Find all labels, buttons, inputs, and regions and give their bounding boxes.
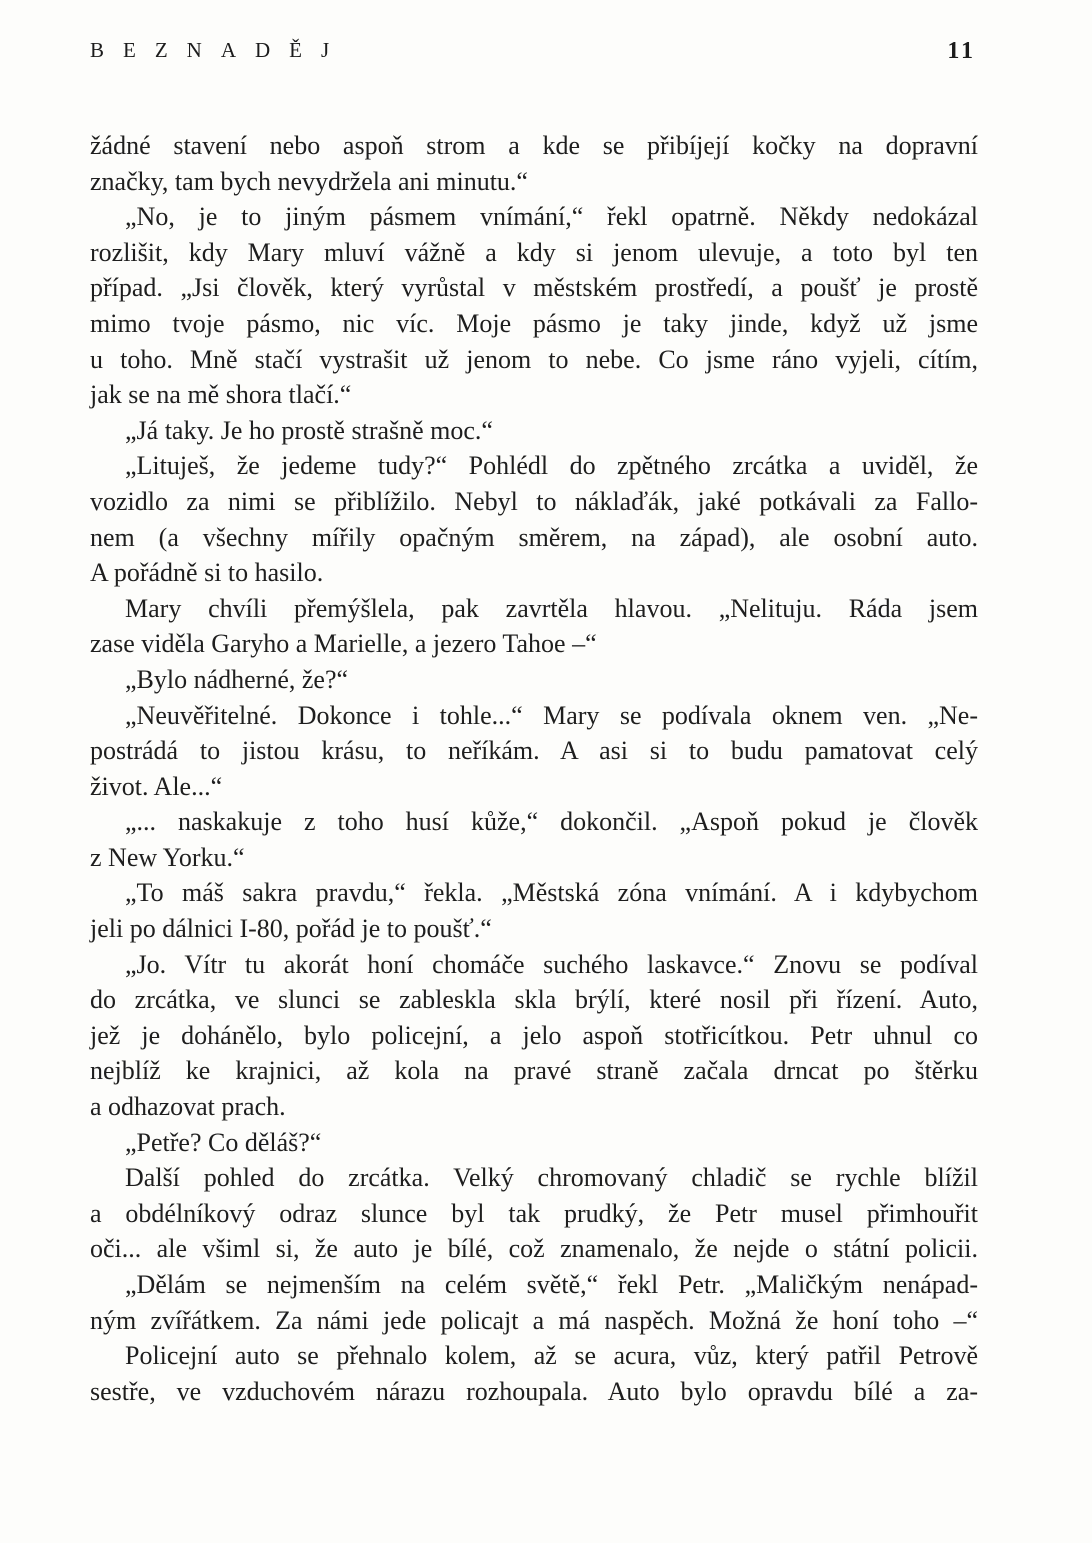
- text-line: rozlišit, kdy Mary mluví vážně a kdy si jenom ulevuje, a toto byl ten: [90, 237, 978, 267]
- text-line: mimo tvoje pásmo, nic víc. Moje pásmo je taky jinde, když už jsme: [90, 308, 978, 338]
- text-line: „... naskakuje z toho husí kůže,“ dokončil. „Aspoň pokud je člověk: [125, 807, 978, 837]
- text-line: vozidlo za nimi se přiblížilo. Nebyl to náklaďák, jaké potkávali za Fallo-: [90, 486, 978, 516]
- body-text: [90, 128, 978, 1409]
- text-line: žádné stavení nebo aspoň strom a kde se přibíjejí kočky na dopravní: [90, 131, 978, 160]
- text-line: jež je dohánělo, bylo policejní, a jelo aspoň stotřicítkou. Petr uhnul co: [90, 1020, 978, 1050]
- text-line: zase viděla Garyho a Marielle, a jezero Tahoe –“: [90, 629, 597, 659]
- text-line: případ. „Jsi člověk, který vyrůstal v městském prostředí, a poušť je prostě: [90, 273, 978, 303]
- text-line: do zrcátka, ve slunci se zableskla skla brýlí, které nosil při řízení. Auto,: [90, 985, 978, 1015]
- text-line: A pořádně si to hasilo.: [90, 558, 324, 588]
- text-line: a obdélníkový odraz slunce byl tak prudký, že Petr musel přimhouřit: [90, 1198, 978, 1228]
- text-line: „To máš sakra pravdu,“ řekla. „Městská zóna vnímání. A i kdybychom: [125, 878, 978, 908]
- text-line: nejblíž ke krajnici, až kola na pravé straně začala drncat po štěrku: [90, 1056, 978, 1086]
- text-line: jeli po dálnici I-80, pořád je to poušť.“: [90, 914, 492, 944]
- text-line: „Dělám se nejmenším na celém světě,“ řekl Petr. „Maličkým nenápad-: [125, 1270, 978, 1299]
- text-line: z New Yorku.“: [90, 842, 245, 872]
- text-line: Mary chvíli přemýšlela, pak zavrtěla hlavou. „Nelituju. Ráda jsem: [125, 593, 978, 623]
- text-line: sestře, ve vzduchovém nárazu rozhoupala. Auto bylo opravdu bílé a za-: [90, 1376, 978, 1406]
- text-line: život. Ale...“: [90, 771, 223, 801]
- text-line: značky, tam bych nevydržela ani minutu.“: [90, 166, 528, 196]
- text-line: „Lituješ, že jedeme tudy?“ Pohlédl do zpětného zrcátka a uviděl, že: [125, 451, 978, 481]
- text-line: ným zvířátkem. Za námi jede policajt a má naspěch. Možná že honí toho –“: [90, 1305, 978, 1335]
- text-line: „Já taky. Je ho prostě strašně moc.“: [125, 415, 493, 445]
- page-number: 11: [947, 38, 976, 64]
- text-line: jak se na mě shora tlačí.“: [90, 380, 352, 410]
- text-line: Policejní auto se přehnalo kolem, až se acura, vůz, který patřil Petrově: [125, 1341, 978, 1371]
- running-header-title: BEZNADĚJ: [90, 38, 349, 62]
- text-line: a odhazovat prach.: [90, 1092, 286, 1122]
- text-line: „Jo. Vítr tu akorát honí chomáče suchého laskavce.“ Znovu se podíval: [125, 949, 978, 979]
- text-line: u toho. Mně stačí vystrašit už jenom to nebe. Co jsme ráno vyjeli, cítím,: [90, 344, 978, 374]
- text-line: „Petře? Co děláš?“: [125, 1127, 322, 1157]
- text-line: nem (a všechny mířily opačným směrem, na západ), ale osobní auto.: [90, 522, 978, 552]
- text-line: „Neuvěřitelné. Dokonce i tohle...“ Mary se podívala oknem ven. „Ne-: [125, 700, 978, 730]
- text-line: oči... ale všiml si, že auto je bílé, což znamenalo, že nejde o státní policii.: [90, 1234, 978, 1264]
- text-line: „Bylo nádherné, že?“: [125, 664, 349, 694]
- text-line: Další pohled do zrcátka. Velký chromovaný chladič se rychle blížil: [125, 1163, 978, 1193]
- text-line: postrádá to jistou krásu, to neříkám. A asi si to budu pamatovat celý: [90, 736, 978, 766]
- text-line: „No, je to jiným pásmem vnímání,“ řekl opatrně. Někdy nedokázal: [125, 202, 978, 232]
